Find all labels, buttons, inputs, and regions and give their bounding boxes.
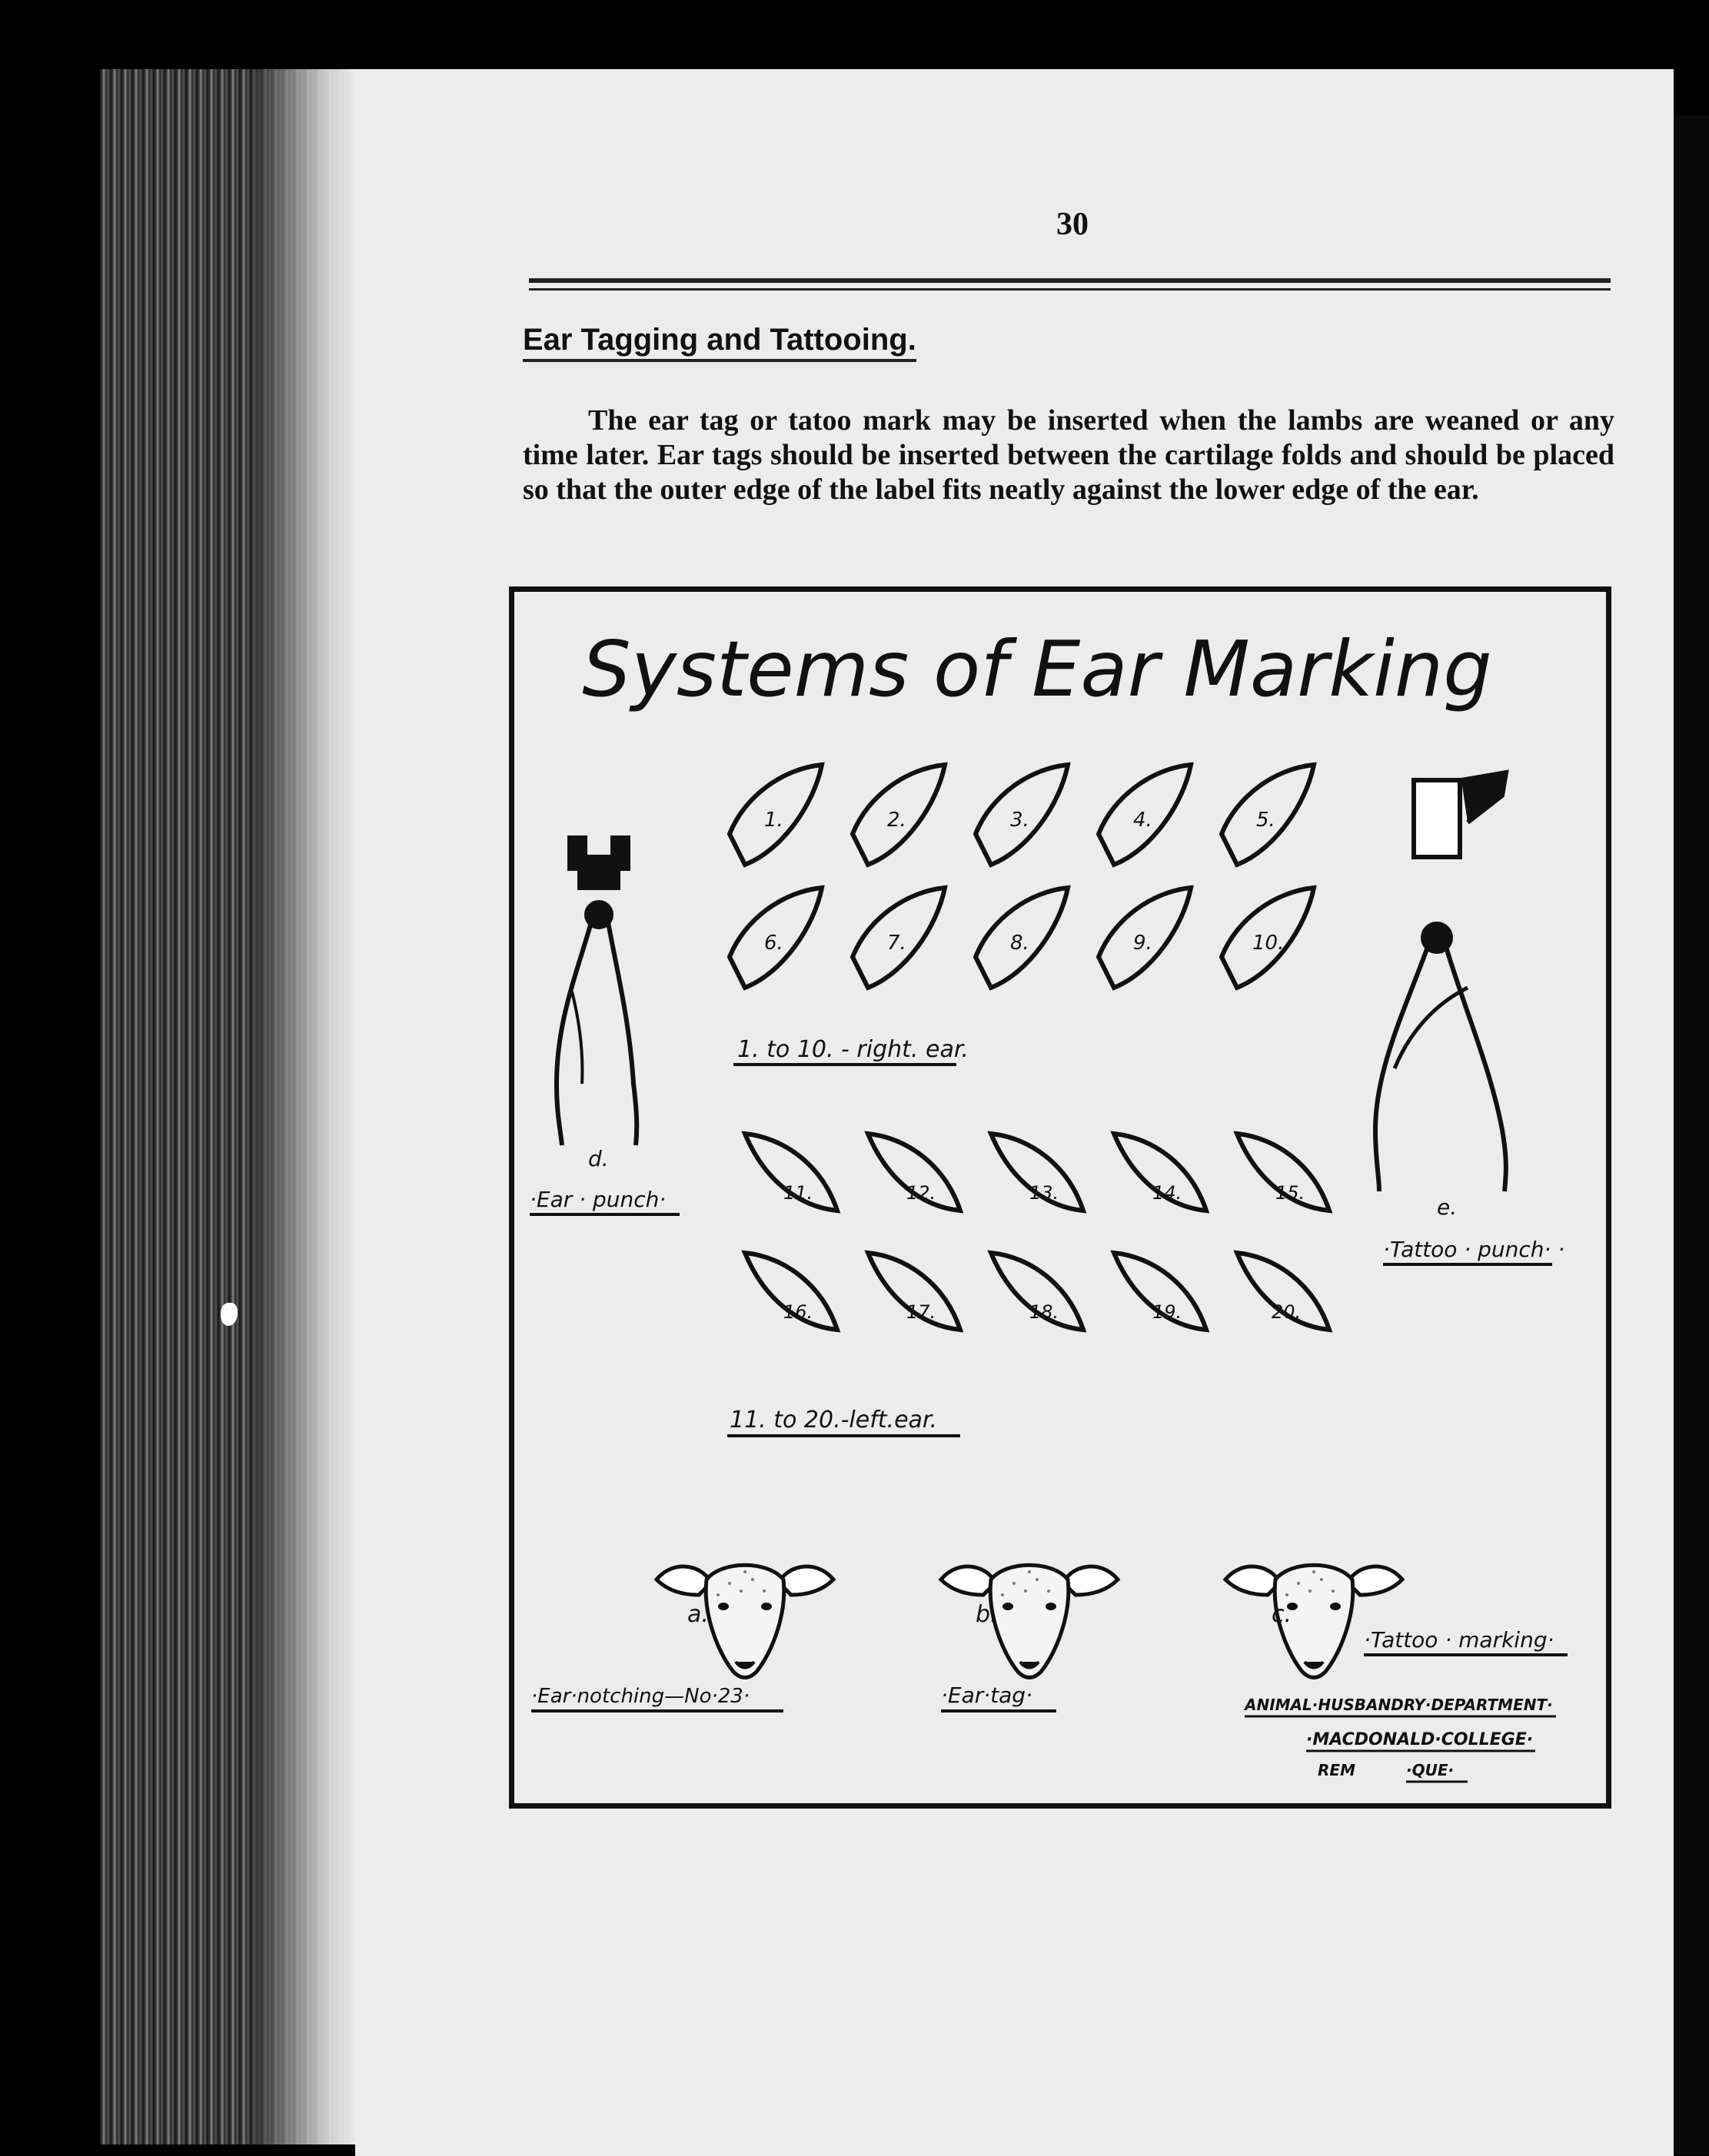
ear-number-15: 15. (1275, 1182, 1305, 1204)
tattoo-punch-drawing (1375, 772, 1506, 1191)
credit-department: ANIMAL·HUSBANDRY·DEPARTMENT· (1245, 1696, 1553, 1714)
figure-title: Systems of Ear Marking (582, 624, 1492, 714)
ear-number-17: 17. (906, 1301, 936, 1323)
ear-number-1: 1. (764, 809, 783, 832)
ear-number-12: 12. (906, 1182, 936, 1204)
ear-number-14: 14. (1152, 1182, 1182, 1204)
head-b-letter: b. (976, 1601, 998, 1628)
page-number: 30 (1056, 207, 1089, 242)
tattoo-punch-label: ·Tattoo · punch· · (1383, 1237, 1565, 1262)
credit-initials: REM (1318, 1761, 1355, 1779)
left-ear-caption: 11. to 20.-left.ear. (730, 1407, 938, 1433)
ear-number-7: 7. (887, 932, 906, 955)
page-gutter-shadow (254, 69, 357, 2144)
head-a-label: ·Ear·notching—No·23· (531, 1685, 750, 1708)
head-c-letter: c. (1272, 1601, 1292, 1628)
ear-punch-label: ·Ear · punch· (530, 1187, 667, 1212)
head-c-label: ·Tattoo · marking· (1364, 1627, 1554, 1653)
header-rule-thin (529, 288, 1611, 291)
head-a-letter: a. (687, 1601, 709, 1628)
ear-number-20: 20. (1272, 1301, 1302, 1323)
ear-number-18: 18. (1029, 1301, 1059, 1323)
ear-number-11: 11. (783, 1182, 813, 1204)
sheep-head-b (941, 1565, 1118, 1677)
ear-number-10: 10. (1252, 932, 1285, 955)
ear-number-6: 6. (764, 932, 783, 955)
body-paragraph: The ear tag or tatoo mark may be inserted when the lambs are weaned or any time later. Ear tags should be inserted between the cartilage folds and should be placed so that the outer edge of the label fits neatly against the lower edge of the ear. (523, 404, 1614, 506)
ear-punch-drawing (557, 838, 637, 1145)
credit-college: ·MACDONALD·COLLEGE· (1306, 1730, 1534, 1749)
ear-number-3: 3. (1010, 809, 1029, 832)
figure-drawing (514, 592, 1606, 1803)
sheep-head-c (1225, 1565, 1402, 1677)
tattoo-punch-letter: e. (1437, 1194, 1458, 1220)
ear-punch-letter: d. (588, 1146, 609, 1171)
ear-number-13: 13. (1029, 1182, 1059, 1204)
ear-number-2: 2. (887, 809, 906, 832)
ear-number-19: 19. (1152, 1301, 1182, 1323)
ear-number-8: 8. (1010, 932, 1029, 955)
head-b-label: ·Ear·tag· (941, 1683, 1032, 1708)
ear-number-4: 4. (1133, 809, 1152, 832)
right-ear-caption: 1. to 10. - right. ear. (737, 1036, 969, 1063)
ear-number-5: 5. (1256, 809, 1275, 832)
scan-border (1674, 115, 1709, 2154)
credit-place: ·QUE· (1406, 1761, 1455, 1779)
ear-number-9: 9. (1133, 932, 1152, 955)
section-heading: Ear Tagging and Tattooing. (523, 323, 916, 362)
ear-number-16: 16. (783, 1301, 813, 1323)
ear-marking-figure (509, 586, 1611, 1809)
sheep-head-a (657, 1565, 833, 1677)
header-rule (529, 278, 1611, 283)
